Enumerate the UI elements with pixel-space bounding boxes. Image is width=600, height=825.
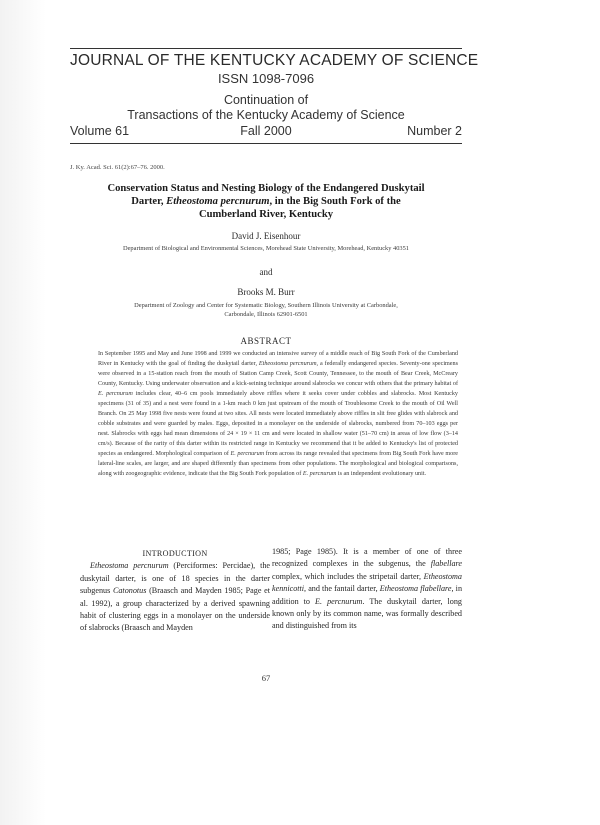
title-text: , in the Big South Fork of the	[269, 196, 401, 207]
issue-season: Fall 2000	[240, 124, 292, 138]
body-complex: flabellare	[430, 559, 462, 569]
author-2: Brooks M. Burr	[237, 287, 295, 297]
volume-row	[70, 124, 462, 142]
affiliation-2-line-2: Carbondale, Illinois 62901-6501	[224, 311, 308, 318]
top-rule	[70, 48, 462, 49]
title-species: Etheostoma percnurum	[166, 196, 270, 207]
journal-title: JOURNAL OF THE KENTUCKY ACADEMY OF SCIENCE	[70, 52, 479, 69]
author-1: David J. Eisenhour	[231, 231, 301, 241]
affiliation-2-line-1: Department of Zoology and Center for Systematic Biology, Southern Illinois University at Carbondale,	[134, 302, 398, 309]
abstract-text: is an independent evolutionary unit.	[336, 471, 427, 477]
body-text: , in addition to	[272, 584, 463, 606]
abstract-species: E. percnurum	[98, 391, 133, 397]
article-citation: J. Ky. Acad. Sci. 61(2):67–76. 2000.	[70, 164, 165, 171]
abstract-body	[98, 349, 458, 479]
page-number: 67	[261, 673, 271, 683]
body-text: , and the fantail darter,	[304, 584, 380, 594]
affiliation-1: Department of Biological and Environmental Sciences, Morehead State University, Morehead, Kentucky 40351	[122, 245, 410, 252]
body-column-right	[272, 546, 462, 633]
issue-number: Number 2	[407, 124, 462, 138]
introduction-heading: INTRODUCTION	[142, 549, 208, 558]
body-text: complex, which includes the stripetail darter,	[272, 571, 424, 581]
abstract-species: E. percnurum	[230, 451, 265, 457]
body-text: (Perciformes: Percidae), the duskytail darter, is one of 18 species in the darter subgenus	[80, 561, 270, 596]
body-species: Etheostoma flabellare	[379, 584, 452, 594]
intro-paragraph	[80, 560, 270, 634]
body-column-left	[80, 548, 270, 635]
header-bottom-rule	[70, 143, 462, 144]
title-line-2	[80, 195, 452, 208]
body-species: Etheostoma kennicotti	[272, 571, 462, 594]
abstract-heading: ABSTRACT	[240, 336, 292, 346]
article-title	[80, 182, 452, 221]
abstract-text: includes clear, 40–6 cm pools immediately above riffles where it seeks cover under cobbles and slabrocks. Most Kentucky specimens (31 of 35) and a nest were found in a 1-km reach 0 km just upstream of the mouth of Troublesome Creek to the mouth of Oil Well Branch. On 25 May 1998 five nests were found at two sites. All nests were located immediately above riffles in slit free glides with slabrock and cobble substrates and were guarded by males. Eggs, deposited in a monolayer on the underside of slabrocks, numbered from 70–103 eggs per nest. Slabrocks with eggs had mean dimensions of 24 × 19 × 11 cm and were located in shallow water (51–70 cm) in areas of low flow (3–14 cm/s). Because of the rarity of this darter within its restricted range in Kentucky we recommend that it be added to Kentucky's list of protected species as endangered. Morphological comparison of	[98, 391, 458, 457]
body-subgenus: Catonotus	[112, 586, 147, 596]
abstract-species: Etheostoma percnurum	[258, 361, 317, 367]
title-line-1: Conservation Status and Nesting Biology of the Endangered Duskytail	[107, 183, 425, 194]
title-line-3: Cumberland River, Kentucky	[198, 209, 334, 220]
title-text: Darter,	[131, 196, 167, 207]
body-species: E. percnurum	[315, 596, 363, 606]
abstract-species: E. percnurum	[302, 471, 337, 477]
continuation-label: Continuation of	[223, 93, 309, 107]
journal-issn: ISSN 1098-7096	[217, 71, 315, 86]
abstract-text: In September 1995 and May and June 1998 and 1999 we conducted an intensive survey of a middle reach of Big South Fork of the Cumberland River in Kentucky with the goal of finding the duskytail darter,	[98, 351, 458, 367]
body-species: Etheostoma percnurum	[90, 561, 169, 571]
body-text: 1985; Page 1985). It is a member of one of three recognized complexes in the subgenus, the	[272, 547, 462, 569]
volume-label: Volume 61	[70, 124, 130, 138]
abstract-text: from across its range revealed that specimens from Big South Fork have more lateral-line scales, are larger, and are shaped differently than specimens from other populations. The morphological and biological comparisons, along with zoogeographic evidence, indicate that the Big South Fork population of	[98, 451, 458, 477]
body-text: . The duskytail darter, long known only by its common name, was formally described and distinguished from its	[272, 596, 462, 631]
scan-shadow	[0, 0, 46, 825]
abstract-text: , a federally endangered species. Seventy-one specimens were observed in a 15-station reach from the mouth of Station Camp Creek, Scott County, Tennessee, to the mouth of Bear Creek, McCreary County, Kentucky. Using underwater observation and a kick-seining technique around slabrocks we concur with others that the primary habitat of	[98, 361, 458, 387]
transactions-title: Transactions of the Kentucky Academy of Science	[127, 108, 405, 122]
author-conjunction: and	[259, 267, 273, 277]
body-text: (Braasch and Mayden 1985; Page et al. 1992), a group characterized by a derived spawning habit of clustering eggs in a monolayer on the underside of slabrocks (Braasch and Mayden	[80, 586, 270, 633]
